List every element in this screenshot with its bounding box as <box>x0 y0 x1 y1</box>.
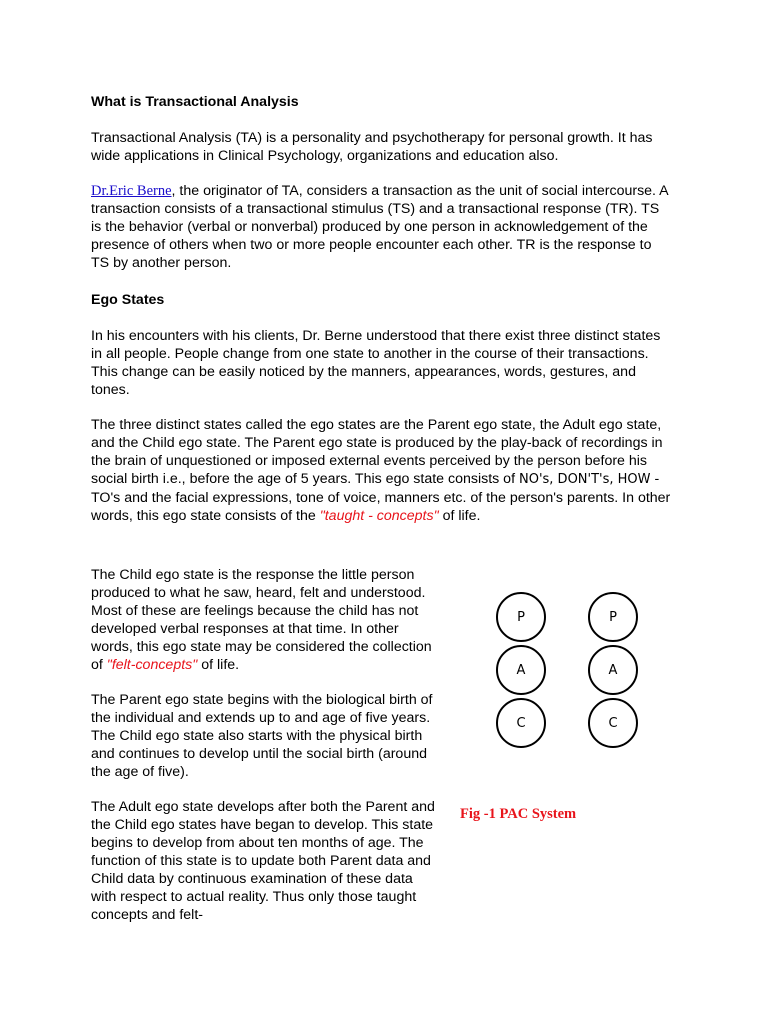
child-text-b: of life. <box>197 657 240 673</box>
berne-text: , the originator of TA, considers a transaction as the unit of social intercourse. A transaction consists of a transactional stimulus (TS) and a transactional response (TR). TS is the behavior (verbal or nonverbal) produced by one person in acknowledgement of the presence of others when two or more people encounter each other. TR is the response to TS by another person. <box>91 183 668 271</box>
felt-concepts-emphasis: "felt-concepts" <box>106 657 198 673</box>
right-child-label: C <box>608 716 618 731</box>
ego-states-heading: Ego States <box>91 292 165 308</box>
intro-paragraph: Transactional Analysis (TA) is a personality and psychotherapy for personal growth. It has wide applications in Clinical Psychology, organizations and education also. <box>91 130 653 164</box>
child-text-a: The Child ego state is the response the little person produced to what he saw, heard, felt and understood. Most of these are feelings because the child has not developed verbal responses at that time. In other words, this ego state may be considered the collection of <box>91 567 432 673</box>
ego-p2-text-a: The three distinct states called the ego states are the Parent ego state, the Adult ego state, and the Child ego state. The Parent ego state is produced by the play-back of recordings in the brain of unquestioned or imposed external events perceived by the person before his social birth i.e., before the age of 5 years. This ego state consists of <box>91 417 663 487</box>
left-adult-label: A <box>516 663 526 678</box>
pac-diagram <box>495 590 655 755</box>
ego-paragraph-2 <box>91 416 681 525</box>
right-parent-label: P <box>609 610 617 625</box>
page-title: What is Transactional Analysis <box>91 94 299 110</box>
ego-paragraph-1: In his encounters with his clients, Dr. Berne understood that there exist three distinct states in all people. People change from one state to another in the course of their transactions. This change can be easily noticed by the manners, appearances, words, gestures, and tones. <box>91 328 661 398</box>
right-adult-label: A <box>608 663 618 678</box>
berne-link[interactable]: Dr.Eric Berne <box>91 183 172 199</box>
child-ego-paragraph <box>91 566 439 674</box>
figure-caption: Fig -1 PAC System <box>460 806 577 822</box>
ego-p2-nos: NO's, DON'T's, HOW <box>518 472 651 487</box>
ego-p2-text-c: of life. <box>438 508 481 524</box>
left-child-label: C <box>516 716 526 731</box>
taught-concepts-emphasis: "taught - concepts" <box>319 508 439 524</box>
left-parent-label: P <box>517 610 525 625</box>
ego-p2-text-b: -TO's and the facial expressions, tone of voice, manners etc. of the person's parents. In other words, this ego state consists of the <box>91 471 671 524</box>
adult-ego-paragraph: The Adult ego state develops after both the Parent and the Child ego states have began to develop. This state begins to develop from about ten months of age. The function of this state is to update both Parent data and Child data by continuous examination of these data with respect to actual reality. Thus only those taught concepts and felt- <box>91 799 435 923</box>
parent-birth-paragraph: The Parent ego state begins with the biological birth of the individual and extends up to and age of five years. The Child ego state also starts with the physical birth and continues to develop until the social birth (around the age of five). <box>91 692 433 780</box>
berne-paragraph <box>91 182 671 272</box>
